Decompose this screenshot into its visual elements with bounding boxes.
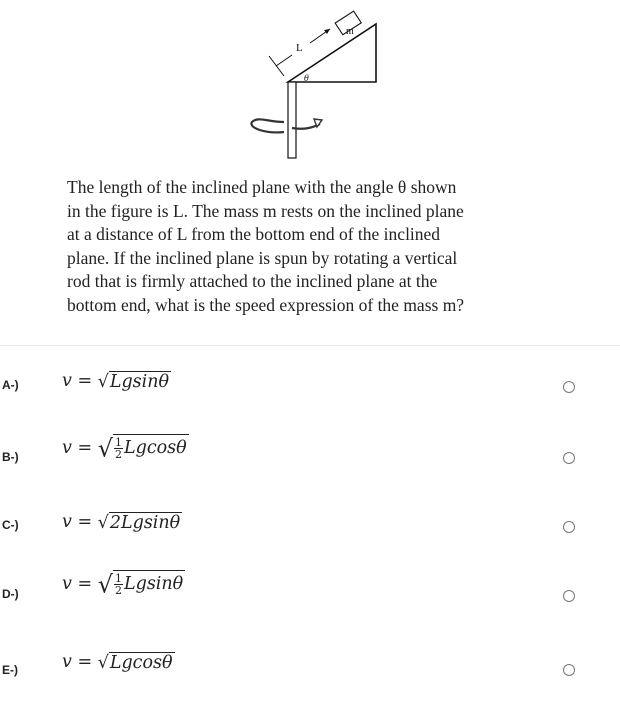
fraction [114, 573, 123, 596]
fraction-denominator: 2 [115, 448, 122, 461]
formula-lhs: v = [62, 512, 93, 532]
formula-lhs: v = [62, 437, 93, 458]
fraction [114, 437, 123, 460]
option-a-label: A-) [2, 378, 19, 392]
question-line: bottom end, what is the speed expression of the mass m? [67, 294, 465, 315]
option-e-formula [62, 652, 175, 673]
option-a-radio[interactable] [563, 381, 575, 393]
formula-lhs: v = [62, 573, 93, 594]
sqrt: √ $\frac{1}{2}$ Lgsinθ [97, 570, 184, 599]
inclined-plane-figure [240, 8, 390, 163]
dimension-arrowhead [324, 29, 330, 34]
formula-lhs: v = [62, 371, 93, 391]
radicand: Lgcosθ [109, 653, 173, 673]
rotation-arrow [251, 119, 284, 132]
option-b[interactable] [0, 432, 620, 482]
fraction-numerator: 1 [115, 436, 122, 449]
length-label: L [296, 42, 303, 54]
question-text [67, 176, 551, 318]
mass-label: m [346, 26, 354, 37]
option-b-radio[interactable] [563, 452, 575, 464]
fraction-denominator: 2 [115, 584, 122, 597]
sqrt: √ $\frac{1}{2}$ Lgcosθ [97, 434, 187, 463]
option-a-formula [62, 371, 171, 392]
formula-lhs: v = [62, 652, 93, 672]
fraction-numerator: 1 [115, 572, 122, 585]
option-d-radio[interactable] [563, 590, 575, 602]
radicand: Lgsinθ [109, 372, 170, 392]
radicand: Lgsinθ [124, 574, 184, 594]
option-e-label: E-) [2, 663, 18, 677]
question-line: The length of the inclined plane with the angle θ shown [67, 177, 457, 197]
option-d-formula [62, 570, 185, 599]
option-e-radio[interactable] [563, 664, 575, 676]
angle-label: θ [304, 74, 309, 83]
option-c-formula [62, 512, 182, 533]
radicand: Lgcosθ [124, 438, 187, 458]
sqrt: √Lgsinθ [97, 372, 170, 392]
option-e[interactable] [0, 648, 620, 698]
dimension-line-lower [276, 55, 292, 66]
radicand-group [113, 434, 189, 460]
vertical-rod [288, 82, 296, 158]
sqrt: √Lgcosθ [97, 653, 173, 673]
inclined-plane-diagram [240, 8, 390, 163]
option-c-radio[interactable] [563, 521, 575, 533]
option-b-label: B-) [2, 450, 19, 464]
question-line: at a distance of L from the bottom end of the inclined [67, 224, 441, 245]
radicand-group [113, 570, 185, 596]
question-line: plane. If the inclined plane is spun by rotating a vertical [67, 247, 458, 268]
sqrt: √2Lgsinθ [97, 513, 181, 533]
option-c-label: C-) [2, 518, 19, 532]
option-d[interactable] [0, 570, 620, 620]
divider [0, 345, 620, 346]
question-line: rod that is firmly attached to the inclined plane at the [67, 271, 438, 292]
option-b-formula [62, 434, 189, 463]
option-d-label: D-) [2, 587, 19, 601]
question-line: in the figure is L. The mass m rests on the inclined plane [67, 200, 464, 221]
option-c[interactable] [0, 506, 620, 556]
option-a[interactable] [0, 365, 620, 415]
radicand: 2Lgsinθ [109, 513, 181, 533]
